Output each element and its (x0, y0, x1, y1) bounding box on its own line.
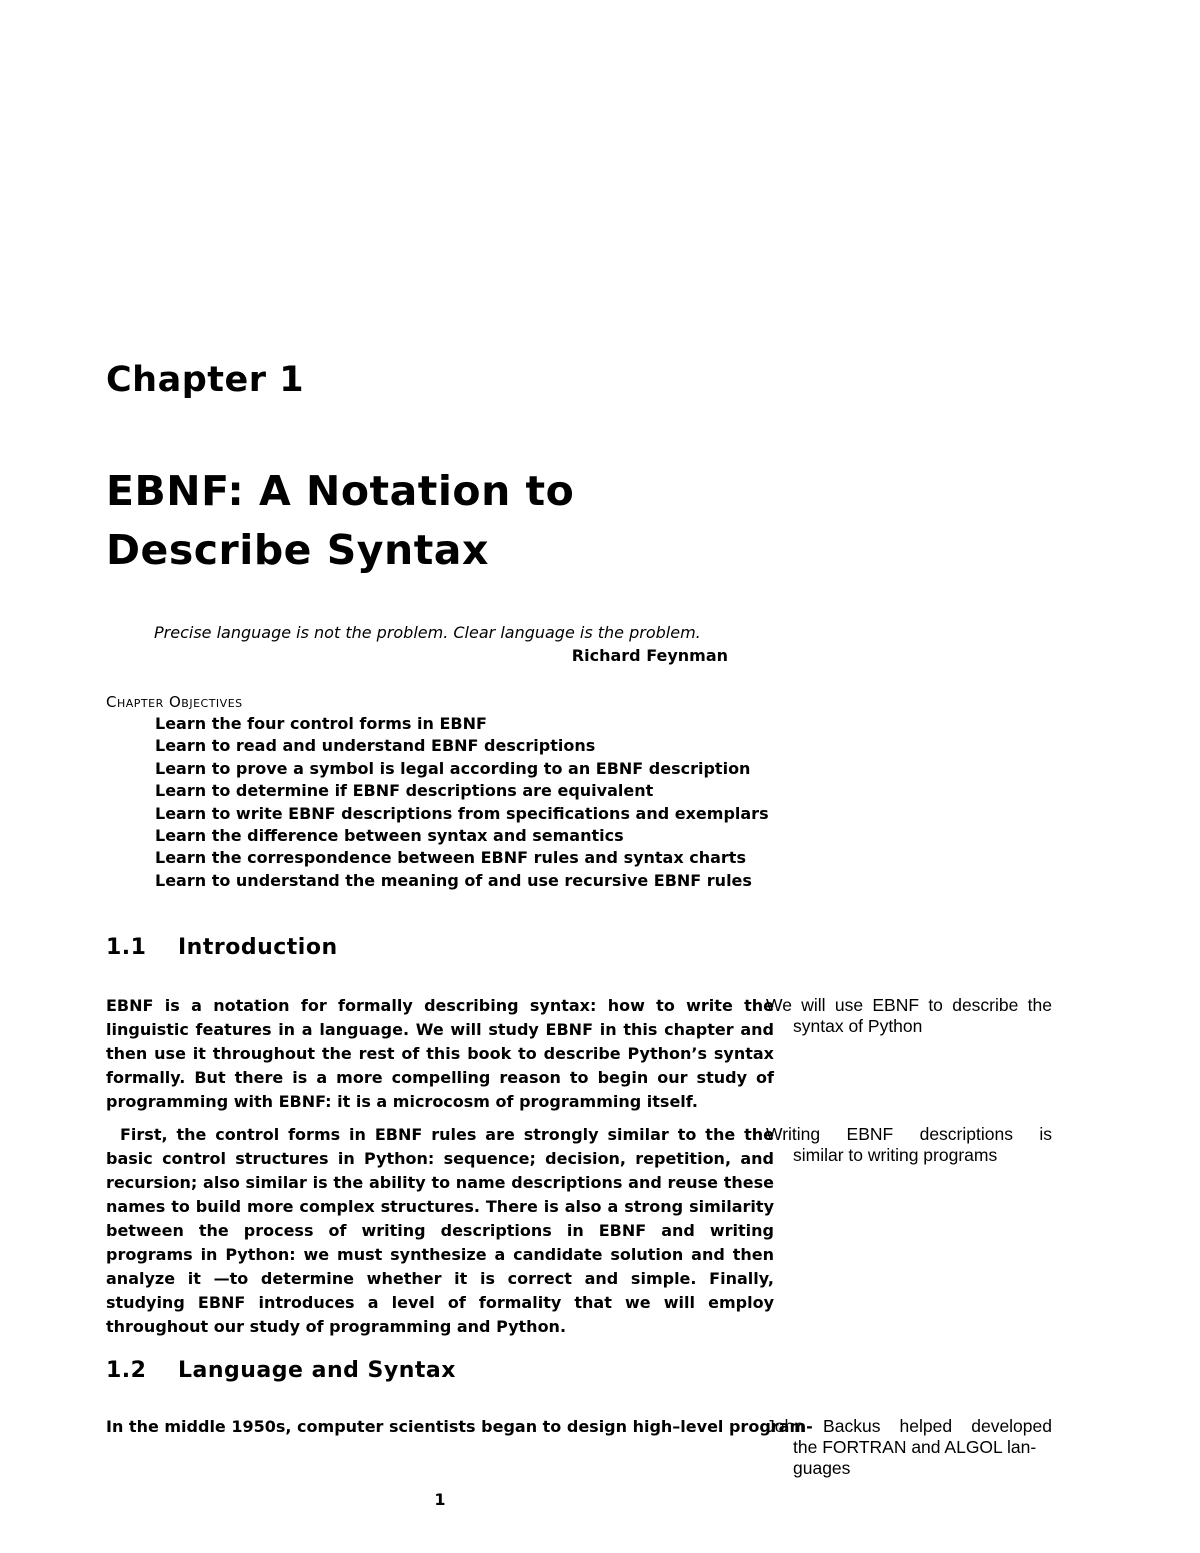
objective-item: Learn to understand the meaning of and use recursive EBNF rules (155, 870, 752, 890)
chapter-title (106, 462, 574, 580)
paragraph: In the middle 1950s, computer scientists began to design high–level program- (106, 1417, 813, 1436)
section-heading-introduction (106, 935, 338, 960)
section-number: 1.1 (106, 935, 147, 960)
epigraph-author: Richard Feynman (571, 646, 728, 665)
objective-item: Learn the difference between syntax and semantics (155, 826, 624, 846)
section-title: Introduction (178, 935, 338, 960)
section-title: Language and Syntax (178, 1358, 456, 1383)
margin-note-line: the FORTRAN and ALGOL lan- guages (793, 1437, 1037, 1478)
margin-note (766, 1416, 1052, 1479)
objectives-heading: Chapter Objectives (106, 693, 243, 711)
margin-note (766, 995, 1052, 1037)
paragraph: First, the control forms in EBNF rules are strongly similar to the the basic control structures in Python: sequence; decision, repetition, and recursion; also similar is the ability to name descriptions and reuse these names to build more complex structures. There is also a strong similarity between the process of writing descriptions in EBNF and writing programs in Python: we must synthesize a candidate solution and then analyze it —to determine whether it is correct and simple. Finally, studying EBNF introduces a level of formality that we will employ throughout our study of programming and Python. (106, 1125, 774, 1336)
objective-item: Learn to determine if EBNF descriptions are equivalent (155, 781, 654, 801)
margin-note-line: syntax of Python (793, 1016, 923, 1036)
epigraph-quote: Precise language is not the problem. Clear language is the problem. (154, 623, 701, 642)
objective-item: Learn the four control forms in EBNF (155, 714, 487, 733)
chapter-label: Chapter 1 (106, 360, 305, 400)
objectives-list (155, 713, 769, 892)
objective-item: Learn to prove a symbol is legal according to an EBNF description (155, 758, 751, 778)
objective-item: Learn to read and understand EBNF descriptions (155, 736, 596, 756)
objective-item: Learn the correspondence between EBNF rules and syntax charts (155, 848, 746, 868)
margin-note-line: John Backus helped developed (766, 1416, 1052, 1436)
margin-note-line: similar to writing programs (793, 1145, 998, 1165)
objective-item: Learn to write EBNF descriptions from specifications and exemplars (155, 803, 769, 823)
chapter-title-line-2: Describe Syntax (106, 526, 489, 574)
margin-note-line: Writing EBNF descriptions is (766, 1124, 1052, 1144)
section-number: 1.2 (106, 1358, 147, 1383)
chapter-title-line-1: EBNF: A Notation to (106, 467, 575, 515)
margin-note (766, 1124, 1052, 1166)
section-heading-language-and-syntax (106, 1358, 456, 1383)
margin-note-line: We will use EBNF to describe the (766, 995, 1052, 1015)
paragraph: EBNF is a notation for formally describing syntax: how to write the linguistic features in a language. We will study EBNF in this chapter and then use it throughout the rest of this book to describe Python’s syntax formally. But there is a more compelling reason to begin our study of programming with EBNF: it is a microcosm of programming itself. (106, 996, 774, 1111)
page-number: 1 (434, 1490, 446, 1509)
